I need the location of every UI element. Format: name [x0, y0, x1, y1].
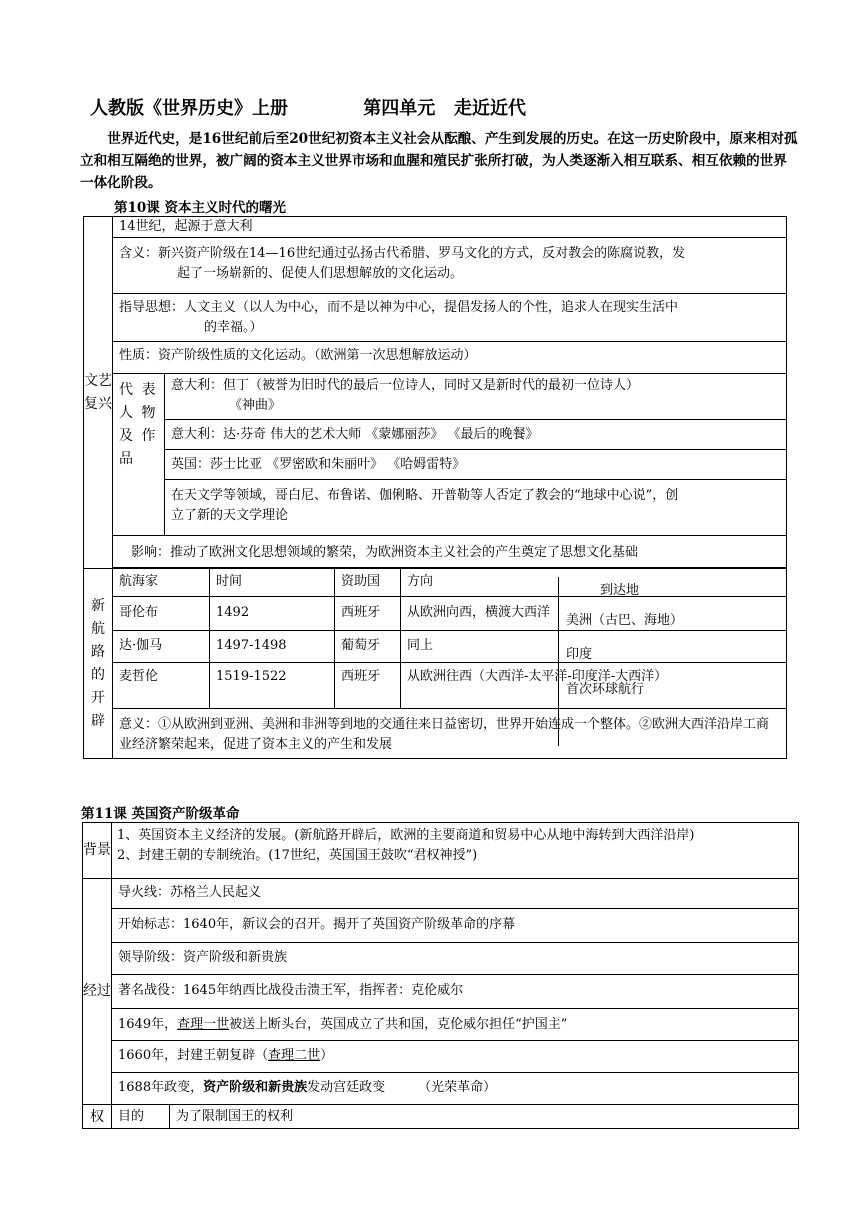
voyage-sponsor: 西班牙 [335, 597, 401, 631]
purpose-label: 目的 [112, 1105, 170, 1129]
voyage-sponsor: 葡萄牙 [335, 631, 401, 663]
renaissance-nature: 性质：资产阶级性质的文化运动。（欧洲第一次思想解放运动） [113, 342, 787, 374]
col-time: 时间 [210, 569, 335, 597]
voyage-name: 达·伽马 [113, 631, 210, 663]
voyage-destination: 美洲（古巴、海地） [566, 613, 684, 628]
work-dante: 意大利：但丁（被誉为旧时代的最后一位诗人，同时又是新时代的最初一位诗人） 《神曲》 [165, 374, 787, 420]
voyage-direction: 从欧洲向西，横渡大西洋 [401, 597, 787, 631]
process-label: 经过 [83, 879, 112, 1105]
event-1688: 1688年政变，资产阶级和新贵族发动宫廷政变 （光荣革命） [112, 1073, 799, 1105]
background-label: 背景 [83, 823, 112, 879]
lesson-11-title: 第11课 英国资产阶级革命 [81, 806, 240, 822]
col-navigator: 航海家 [113, 569, 210, 597]
voyage-time: 1492 [210, 597, 335, 631]
work-shakespeare: 英国：莎士比亚 《罗密欧和朱丽叶》 《哈姆雷特》 [165, 450, 787, 480]
voyage-time: 1519-1522 [210, 663, 335, 709]
purpose-content: 为了限制国王的权利 [170, 1105, 799, 1129]
voyage-sponsor: 西班牙 [335, 663, 401, 709]
voyage-destination: 印度 [566, 647, 593, 662]
process-battle: 著名战役：1645年纳西比战役击溃王军，指挥者：克伦威尔 [112, 975, 799, 1009]
lesson-10-title: 第10课 资本主义时代的曙光 [114, 200, 286, 216]
renaissance-impact: 影响：推动了欧洲文化思想领域的繁荣，为欧洲资本主义社会的产生奠定了思想文化基础 [113, 536, 787, 568]
process-fuse: 导火线：苏格兰人民起义 [112, 879, 799, 909]
event-1649: 1649年，查理一世被送上断头台，英国成立了共和国，克伦威尔担任“护国主” [112, 1009, 799, 1041]
voyage-destination: 首次环球航行 [566, 682, 645, 697]
renaissance-origin: 14世纪，起源于意大利 [113, 217, 787, 238]
voyage-direction: 同上 [401, 631, 787, 663]
renaissance-label: 文艺复兴 [84, 217, 113, 569]
intro-paragraph: 世界近代史，是16世纪前后至20世纪初资本主义社会从酝酿、产生到发展的历史。在这一历史阶段中，原来相对孤立和相互隔绝的世界，被广阔的资本主义世界市场和血腥和殖民扩张所打破，为人类逐渐入相互联系、相互依赖的世界一体化阶段。 [80, 131, 798, 191]
voyage-direction: 从欧洲往西（大西洋-太平洋-印度洋-大西洋） [401, 663, 787, 709]
rights-label: 权 [83, 1105, 112, 1129]
col-direction: 方向 [401, 569, 787, 597]
process-start: 开始标志：1640年，新议会的召开。揭开了英国资产阶级革命的序幕 [112, 909, 799, 943]
voyages-label: 新航路的开辟 [84, 569, 113, 759]
voyages-meaning: 意义：①从欧洲到亚洲、美洲和非洲等到地的交通往来日益密切，世界开始连成一个整体。②欧洲大西洋沿岸工商业经济繁荣起来，促进了资本主义的产生和发展 [113, 709, 787, 759]
voyage-name: 哥伦布 [113, 597, 210, 631]
representatives-label: 代 表 人 物 及 作 品 [113, 374, 165, 536]
work-astronomy: 在天文学等领域，哥白尼、布鲁诺、伽俐略、开普勒等人否定了教会的“地球中心说”，创 立了新的天文学理论 [165, 480, 787, 536]
voyage-name: 麦哲伦 [113, 663, 210, 709]
col-destination: 到达地 [600, 583, 640, 598]
lesson-11-table [82, 822, 799, 1129]
voyage-time: 1497-1498 [210, 631, 335, 663]
work-da-vinci: 意大利：达·芬奇 伟大的艺术大师 《蒙娜丽莎》 《最后的晚餐》 [165, 420, 787, 450]
page-title: 人教版《世界历史》上册 第四单元 走近近代 [90, 98, 526, 119]
background-content: 1、英国资本主义经济的发展。(新航路开辟后，欧洲的主要商道和贸易中心从地中海转到大西洋沿岸) 2、封建王朝的专制统治。(17世纪，英国国王鼓吹“君权神授”) [112, 823, 799, 879]
process-leader: 领导阶级：资产阶级和新贵族 [112, 943, 799, 975]
renaissance-guiding-thought: 指导思想：人文主义（以人为中心，而不是以神为中心，提倡发扬人的个性，追求人在现实生活中 的幸福。） [113, 294, 787, 342]
event-1660: 1660年，封建王朝复辟（查理二世） [112, 1041, 799, 1073]
renaissance-meaning: 含义：新兴资产阶级在14—16世纪通过弘扬古代希腊、罗马文化的方式，反对教会的陈腐说教，发 起了一场崭新的、促使人们思想解放的文化运动。 [113, 238, 787, 294]
col-sponsor: 资助国 [335, 569, 401, 597]
